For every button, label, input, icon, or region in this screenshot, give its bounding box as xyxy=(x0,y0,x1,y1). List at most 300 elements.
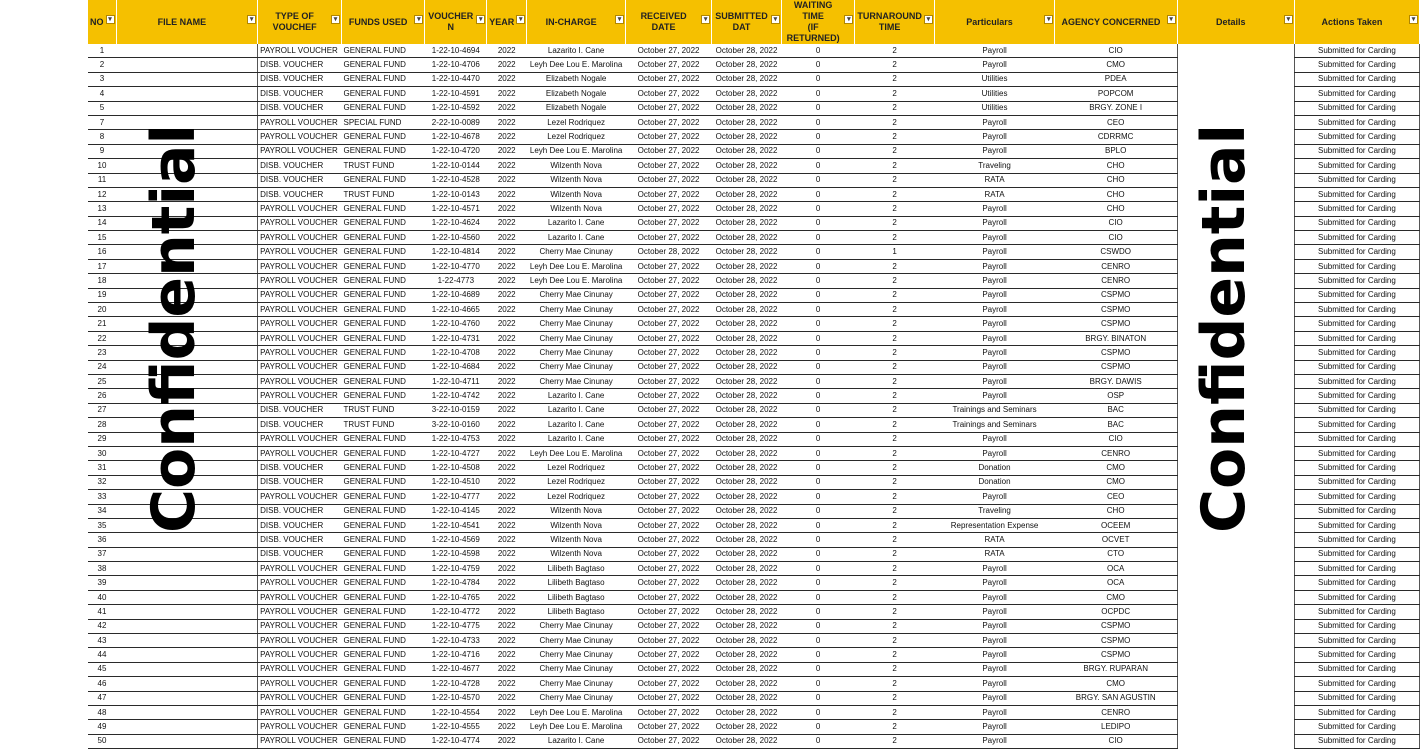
cell-year[interactable]: 2022 xyxy=(487,130,527,144)
cell-details[interactable] xyxy=(1177,87,1294,101)
cell-voucher[interactable]: 1-22-10-4592 xyxy=(425,101,487,115)
cell-year[interactable]: 2022 xyxy=(487,734,527,748)
cell-type[interactable]: PAYROLL VOUCHER xyxy=(258,274,342,288)
cell-voucher[interactable]: 1-22-10-0144 xyxy=(425,159,487,173)
cell-agency[interactable]: CMO xyxy=(1055,677,1177,691)
cell-no[interactable]: 28 xyxy=(88,418,116,432)
cell-waiting[interactable]: 0 xyxy=(781,187,854,201)
cell-no[interactable]: 48 xyxy=(88,705,116,719)
cell-no[interactable]: 47 xyxy=(88,691,116,705)
cell-turnaround[interactable]: 2 xyxy=(855,317,935,331)
cell-turnaround[interactable]: 2 xyxy=(855,72,935,86)
cell-funds[interactable]: GENERAL FUND xyxy=(341,691,424,705)
cell-file[interactable] xyxy=(116,720,258,734)
cell-turnaround[interactable]: 2 xyxy=(855,346,935,360)
cell-funds[interactable]: GENERAL FUND xyxy=(341,288,424,302)
column-header-turnaround[interactable] xyxy=(855,0,935,44)
cell-file[interactable] xyxy=(116,734,258,748)
cell-agency[interactable]: CIO xyxy=(1055,734,1177,748)
cell-incharge[interactable]: Elizabeth Nogale xyxy=(527,72,626,86)
cell-incharge[interactable]: Cherry Mae Cinunay xyxy=(527,374,626,388)
cell-type[interactable]: PAYROLL VOUCHER xyxy=(258,202,342,216)
cell-waiting[interactable]: 0 xyxy=(781,734,854,748)
cell-particulars[interactable]: Payroll xyxy=(934,648,1054,662)
cell-type[interactable]: DISB. VOUCHER xyxy=(258,518,342,532)
cell-no[interactable]: 42 xyxy=(88,619,116,633)
column-header-details[interactable] xyxy=(1177,0,1294,44)
cell-waiting[interactable]: 0 xyxy=(781,475,854,489)
cell-received[interactable]: October 27, 2022 xyxy=(626,44,712,58)
cell-no[interactable]: 43 xyxy=(88,634,116,648)
cell-submitted[interactable]: October 28, 2022 xyxy=(712,590,782,604)
cell-particulars[interactable]: Payroll xyxy=(934,360,1054,374)
cell-no[interactable]: 7 xyxy=(88,115,116,129)
cell-no[interactable]: 36 xyxy=(88,533,116,547)
cell-waiting[interactable]: 0 xyxy=(781,360,854,374)
cell-voucher[interactable]: 1-22-10-4694 xyxy=(425,44,487,58)
cell-received[interactable]: October 27, 2022 xyxy=(626,202,712,216)
cell-submitted[interactable]: October 28, 2022 xyxy=(712,288,782,302)
cell-turnaround[interactable]: 2 xyxy=(855,58,935,72)
cell-details[interactable] xyxy=(1177,590,1294,604)
cell-turnaround[interactable]: 2 xyxy=(855,504,935,518)
cell-received[interactable]: October 27, 2022 xyxy=(626,216,712,230)
cell-received[interactable]: October 27, 2022 xyxy=(626,432,712,446)
cell-particulars[interactable]: Payroll xyxy=(934,259,1054,273)
cell-year[interactable]: 2022 xyxy=(487,634,527,648)
cell-voucher[interactable]: 1-22-10-4753 xyxy=(425,432,487,446)
cell-type[interactable]: PAYROLL VOUCHER xyxy=(258,576,342,590)
cell-actions[interactable]: Submitted for Carding xyxy=(1294,576,1419,590)
cell-received[interactable]: October 27, 2022 xyxy=(626,504,712,518)
cell-turnaround[interactable]: 2 xyxy=(855,331,935,345)
cell-received[interactable]: October 27, 2022 xyxy=(626,418,712,432)
cell-details[interactable] xyxy=(1177,547,1294,561)
cell-agency[interactable]: CIO xyxy=(1055,44,1177,58)
cell-received[interactable]: October 27, 2022 xyxy=(626,490,712,504)
cell-type[interactable]: DISB. VOUCHER xyxy=(258,58,342,72)
cell-no[interactable]: 8 xyxy=(88,130,116,144)
cell-submitted[interactable]: October 28, 2022 xyxy=(712,562,782,576)
cell-funds[interactable]: GENERAL FUND xyxy=(341,44,424,58)
cell-voucher[interactable]: 1-22-10-4554 xyxy=(425,705,487,719)
cell-actions[interactable]: Submitted for Carding xyxy=(1294,677,1419,691)
cell-voucher[interactable]: 3-22-10-0159 xyxy=(425,403,487,417)
cell-submitted[interactable]: October 28, 2022 xyxy=(712,504,782,518)
cell-voucher[interactable]: 1-22-10-4678 xyxy=(425,130,487,144)
cell-particulars[interactable]: Payroll xyxy=(934,245,1054,259)
cell-particulars[interactable]: RATA xyxy=(934,533,1054,547)
cell-year[interactable]: 2022 xyxy=(487,173,527,187)
cell-agency[interactable]: CEO xyxy=(1055,490,1177,504)
cell-agency[interactable]: CEO xyxy=(1055,115,1177,129)
cell-funds[interactable]: GENERAL FUND xyxy=(341,245,424,259)
cell-turnaround[interactable]: 2 xyxy=(855,576,935,590)
cell-funds[interactable]: GENERAL FUND xyxy=(341,202,424,216)
cell-actions[interactable]: Submitted for Carding xyxy=(1294,662,1419,676)
cell-received[interactable]: October 27, 2022 xyxy=(626,288,712,302)
cell-agency[interactable]: CMO xyxy=(1055,461,1177,475)
cell-waiting[interactable]: 0 xyxy=(781,418,854,432)
cell-agency[interactable]: CENRO xyxy=(1055,259,1177,273)
cell-agency[interactable]: CHO xyxy=(1055,202,1177,216)
cell-file[interactable] xyxy=(116,648,258,662)
cell-file[interactable] xyxy=(116,662,258,676)
cell-turnaround[interactable]: 2 xyxy=(855,562,935,576)
cell-year[interactable]: 2022 xyxy=(487,605,527,619)
cell-incharge[interactable]: Leyh Dee Lou E. Marolina xyxy=(527,259,626,273)
cell-received[interactable]: October 27, 2022 xyxy=(626,662,712,676)
cell-type[interactable]: DISB. VOUCHER xyxy=(258,101,342,115)
filter-dropdown-icon[interactable]: ▾ xyxy=(247,15,256,24)
cell-submitted[interactable]: October 28, 2022 xyxy=(712,187,782,201)
cell-waiting[interactable]: 0 xyxy=(781,389,854,403)
cell-voucher[interactable]: 1-22-10-4727 xyxy=(425,446,487,460)
cell-incharge[interactable]: Cherry Mae Cinunay xyxy=(527,677,626,691)
cell-no[interactable]: 50 xyxy=(88,734,116,748)
cell-agency[interactable]: CIO xyxy=(1055,432,1177,446)
cell-agency[interactable]: CSPMO xyxy=(1055,346,1177,360)
cell-voucher[interactable]: 1-22-10-4570 xyxy=(425,691,487,705)
cell-actions[interactable]: Submitted for Carding xyxy=(1294,504,1419,518)
filter-dropdown-icon[interactable]: ▾ xyxy=(1409,15,1418,24)
cell-incharge[interactable]: Lazarito I. Cane xyxy=(527,418,626,432)
cell-incharge[interactable]: Cherry Mae Cinunay xyxy=(527,648,626,662)
cell-funds[interactable]: GENERAL FUND xyxy=(341,619,424,633)
cell-voucher[interactable]: 1-22-10-4560 xyxy=(425,231,487,245)
cell-waiting[interactable]: 0 xyxy=(781,144,854,158)
cell-turnaround[interactable]: 2 xyxy=(855,648,935,662)
cell-year[interactable]: 2022 xyxy=(487,619,527,633)
cell-submitted[interactable]: October 28, 2022 xyxy=(712,259,782,273)
cell-agency[interactable]: PDEA xyxy=(1055,72,1177,86)
cell-agency[interactable]: LEDIPO xyxy=(1055,720,1177,734)
cell-year[interactable]: 2022 xyxy=(487,87,527,101)
cell-waiting[interactable]: 0 xyxy=(781,461,854,475)
cell-funds[interactable]: GENERAL FUND xyxy=(341,87,424,101)
cell-voucher[interactable]: 1-22-10-4731 xyxy=(425,331,487,345)
cell-waiting[interactable]: 0 xyxy=(781,634,854,648)
cell-submitted[interactable]: October 28, 2022 xyxy=(712,72,782,86)
cell-funds[interactable]: GENERAL FUND xyxy=(341,360,424,374)
cell-no[interactable]: 17 xyxy=(88,259,116,273)
cell-agency[interactable]: CHO xyxy=(1055,187,1177,201)
cell-type[interactable]: PAYROLL VOUCHER xyxy=(258,331,342,345)
cell-received[interactable]: October 27, 2022 xyxy=(626,677,712,691)
cell-voucher[interactable]: 1-22-10-4684 xyxy=(425,360,487,374)
cell-waiting[interactable]: 0 xyxy=(781,677,854,691)
cell-actions[interactable]: Submitted for Carding xyxy=(1294,734,1419,748)
cell-actions[interactable]: Submitted for Carding xyxy=(1294,115,1419,129)
cell-agency[interactable]: CDRRMC xyxy=(1055,130,1177,144)
cell-turnaround[interactable]: 2 xyxy=(855,389,935,403)
cell-agency[interactable]: BRGY. BINATON xyxy=(1055,331,1177,345)
cell-incharge[interactable]: Elizabeth Nogale xyxy=(527,101,626,115)
cell-received[interactable]: October 27, 2022 xyxy=(626,259,712,273)
cell-waiting[interactable]: 0 xyxy=(781,259,854,273)
cell-type[interactable]: DISB. VOUCHER xyxy=(258,418,342,432)
cell-submitted[interactable]: October 28, 2022 xyxy=(712,274,782,288)
cell-waiting[interactable]: 0 xyxy=(781,562,854,576)
cell-agency[interactable]: POPCOM xyxy=(1055,87,1177,101)
cell-waiting[interactable]: 0 xyxy=(781,303,854,317)
cell-particulars[interactable]: Payroll xyxy=(934,389,1054,403)
cell-submitted[interactable]: October 28, 2022 xyxy=(712,216,782,230)
cell-agency[interactable]: CIO xyxy=(1055,216,1177,230)
cell-received[interactable]: October 27, 2022 xyxy=(626,101,712,115)
cell-particulars[interactable]: Traveling xyxy=(934,159,1054,173)
cell-type[interactable]: PAYROLL VOUCHER xyxy=(258,662,342,676)
cell-turnaround[interactable]: 1 xyxy=(855,245,935,259)
cell-agency[interactable]: OCA xyxy=(1055,562,1177,576)
cell-year[interactable]: 2022 xyxy=(487,58,527,72)
cell-funds[interactable]: GENERAL FUND xyxy=(341,648,424,662)
cell-submitted[interactable]: October 28, 2022 xyxy=(712,87,782,101)
cell-funds[interactable]: TRUST FUND xyxy=(341,403,424,417)
cell-actions[interactable]: Submitted for Carding xyxy=(1294,634,1419,648)
cell-no[interactable]: 27 xyxy=(88,403,116,417)
cell-year[interactable]: 2022 xyxy=(487,159,527,173)
cell-waiting[interactable]: 0 xyxy=(781,346,854,360)
cell-voucher[interactable]: 1-22-10-4470 xyxy=(425,72,487,86)
cell-funds[interactable]: GENERAL FUND xyxy=(341,259,424,273)
cell-waiting[interactable]: 0 xyxy=(781,159,854,173)
cell-voucher[interactable]: 2-22-10-0089 xyxy=(425,115,487,129)
cell-funds[interactable]: GENERAL FUND xyxy=(341,317,424,331)
cell-particulars[interactable]: Representation Expense xyxy=(934,518,1054,532)
cell-turnaround[interactable]: 2 xyxy=(855,720,935,734)
cell-submitted[interactable]: October 28, 2022 xyxy=(712,144,782,158)
cell-waiting[interactable]: 0 xyxy=(781,547,854,561)
cell-turnaround[interactable]: 2 xyxy=(855,605,935,619)
cell-waiting[interactable]: 0 xyxy=(781,216,854,230)
cell-no[interactable]: 35 xyxy=(88,518,116,532)
cell-type[interactable]: DISB. VOUCHER xyxy=(258,187,342,201)
cell-type[interactable]: PAYROLL VOUCHER xyxy=(258,288,342,302)
cell-funds[interactable]: GENERAL FUND xyxy=(341,705,424,719)
cell-incharge[interactable]: Leyh Dee Lou E. Marolina xyxy=(527,446,626,460)
cell-particulars[interactable]: Payroll xyxy=(934,705,1054,719)
cell-particulars[interactable]: Payroll xyxy=(934,130,1054,144)
cell-voucher[interactable]: 1-22-10-4528 xyxy=(425,173,487,187)
cell-submitted[interactable]: October 28, 2022 xyxy=(712,662,782,676)
cell-incharge[interactable]: Cherry Mae Cinunay xyxy=(527,331,626,345)
cell-submitted[interactable]: October 28, 2022 xyxy=(712,173,782,187)
cell-received[interactable]: October 27, 2022 xyxy=(626,389,712,403)
cell-voucher[interactable]: 1-22-10-4677 xyxy=(425,662,487,676)
cell-voucher[interactable]: 1-22-10-4591 xyxy=(425,87,487,101)
cell-particulars[interactable]: Trainings and Seminars xyxy=(934,403,1054,417)
cell-turnaround[interactable]: 2 xyxy=(855,87,935,101)
cell-year[interactable]: 2022 xyxy=(487,115,527,129)
cell-year[interactable]: 2022 xyxy=(487,576,527,590)
cell-submitted[interactable]: October 28, 2022 xyxy=(712,231,782,245)
cell-type[interactable]: PAYROLL VOUCHER xyxy=(258,346,342,360)
cell-details[interactable] xyxy=(1177,677,1294,691)
cell-voucher[interactable]: 1-22-10-4598 xyxy=(425,547,487,561)
cell-no[interactable]: 31 xyxy=(88,461,116,475)
cell-funds[interactable]: GENERAL FUND xyxy=(341,389,424,403)
cell-particulars[interactable]: Payroll xyxy=(934,144,1054,158)
cell-received[interactable]: October 27, 2022 xyxy=(626,619,712,633)
cell-incharge[interactable]: Lilibeth Bagtaso xyxy=(527,562,626,576)
cell-year[interactable]: 2022 xyxy=(487,288,527,302)
cell-voucher[interactable]: 1-22-10-4720 xyxy=(425,144,487,158)
cell-waiting[interactable]: 0 xyxy=(781,648,854,662)
cell-turnaround[interactable]: 2 xyxy=(855,490,935,504)
cell-details[interactable] xyxy=(1177,734,1294,748)
cell-received[interactable]: October 28, 2022 xyxy=(626,245,712,259)
cell-year[interactable]: 2022 xyxy=(487,374,527,388)
cell-incharge[interactable]: Lazarito I. Cane xyxy=(527,44,626,58)
cell-voucher[interactable]: 1-22-10-4510 xyxy=(425,475,487,489)
cell-incharge[interactable]: Lazarito I. Cane xyxy=(527,216,626,230)
cell-submitted[interactable]: October 28, 2022 xyxy=(712,619,782,633)
cell-actions[interactable]: Submitted for Carding xyxy=(1294,720,1419,734)
cell-received[interactable]: October 27, 2022 xyxy=(626,144,712,158)
cell-received[interactable]: October 27, 2022 xyxy=(626,231,712,245)
cell-actions[interactable]: Submitted for Carding xyxy=(1294,159,1419,173)
cell-particulars[interactable]: Utilities xyxy=(934,87,1054,101)
cell-incharge[interactable]: Leyh Dee Lou E. Marolina xyxy=(527,58,626,72)
cell-no[interactable]: 2 xyxy=(88,58,116,72)
cell-submitted[interactable]: October 28, 2022 xyxy=(712,331,782,345)
cell-received[interactable]: October 27, 2022 xyxy=(626,590,712,604)
filter-dropdown-icon[interactable]: ▾ xyxy=(924,15,933,24)
cell-year[interactable]: 2022 xyxy=(487,446,527,460)
cell-year[interactable]: 2022 xyxy=(487,331,527,345)
cell-received[interactable]: October 27, 2022 xyxy=(626,87,712,101)
cell-details[interactable] xyxy=(1177,533,1294,547)
column-header-file[interactable] xyxy=(116,0,258,44)
column-header-submitted[interactable] xyxy=(712,0,782,44)
cell-file[interactable] xyxy=(116,705,258,719)
cell-funds[interactable]: GENERAL FUND xyxy=(341,518,424,532)
cell-type[interactable]: DISB. VOUCHER xyxy=(258,547,342,561)
cell-details[interactable] xyxy=(1177,562,1294,576)
cell-particulars[interactable]: Payroll xyxy=(934,115,1054,129)
cell-incharge[interactable]: Leyh Dee Lou E. Marolina xyxy=(527,720,626,734)
filter-dropdown-icon[interactable]: ▾ xyxy=(106,15,115,24)
cell-turnaround[interactable]: 2 xyxy=(855,231,935,245)
column-header-incharge[interactable] xyxy=(527,0,626,44)
cell-voucher[interactable]: 1-22-10-4716 xyxy=(425,648,487,662)
cell-turnaround[interactable]: 2 xyxy=(855,518,935,532)
cell-submitted[interactable]: October 28, 2022 xyxy=(712,389,782,403)
cell-funds[interactable]: GENERAL FUND xyxy=(341,231,424,245)
cell-year[interactable]: 2022 xyxy=(487,403,527,417)
cell-no[interactable]: 41 xyxy=(88,605,116,619)
cell-details[interactable] xyxy=(1177,648,1294,662)
cell-received[interactable]: October 27, 2022 xyxy=(626,303,712,317)
cell-particulars[interactable]: Payroll xyxy=(934,677,1054,691)
cell-submitted[interactable]: October 28, 2022 xyxy=(712,677,782,691)
cell-funds[interactable]: GENERAL FUND xyxy=(341,144,424,158)
cell-voucher[interactable]: 1-22-10-4777 xyxy=(425,490,487,504)
cell-turnaround[interactable]: 2 xyxy=(855,144,935,158)
cell-incharge[interactable]: Lezel Rodriquez xyxy=(527,490,626,504)
cell-type[interactable]: PAYROLL VOUCHER xyxy=(258,605,342,619)
cell-submitted[interactable]: October 28, 2022 xyxy=(712,461,782,475)
cell-incharge[interactable]: Cherry Mae Cinunay xyxy=(527,662,626,676)
cell-year[interactable]: 2022 xyxy=(487,72,527,86)
cell-year[interactable]: 2022 xyxy=(487,475,527,489)
cell-year[interactable]: 2022 xyxy=(487,590,527,604)
cell-particulars[interactable]: Payroll xyxy=(934,303,1054,317)
cell-actions[interactable]: Submitted for Carding xyxy=(1294,130,1419,144)
cell-turnaround[interactable]: 2 xyxy=(855,360,935,374)
cell-year[interactable]: 2022 xyxy=(487,346,527,360)
cell-actions[interactable]: Submitted for Carding xyxy=(1294,562,1419,576)
cell-no[interactable]: 33 xyxy=(88,490,116,504)
cell-agency[interactable]: CMO xyxy=(1055,58,1177,72)
cell-agency[interactable]: CSPMO xyxy=(1055,288,1177,302)
cell-waiting[interactable]: 0 xyxy=(781,504,854,518)
cell-type[interactable]: PAYROLL VOUCHER xyxy=(258,374,342,388)
cell-no[interactable]: 14 xyxy=(88,216,116,230)
cell-submitted[interactable]: October 28, 2022 xyxy=(712,403,782,417)
cell-incharge[interactable]: Elizabeth Nogale xyxy=(527,87,626,101)
cell-actions[interactable]: Submitted for Carding xyxy=(1294,303,1419,317)
cell-year[interactable]: 2022 xyxy=(487,144,527,158)
cell-type[interactable]: PAYROLL VOUCHER xyxy=(258,677,342,691)
cell-actions[interactable]: Submitted for Carding xyxy=(1294,231,1419,245)
cell-no[interactable]: 45 xyxy=(88,662,116,676)
cell-agency[interactable]: OCPDC xyxy=(1055,605,1177,619)
cell-type[interactable]: PAYROLL VOUCHER xyxy=(258,115,342,129)
cell-received[interactable]: October 27, 2022 xyxy=(626,331,712,345)
cell-voucher[interactable]: 3-22-10-0160 xyxy=(425,418,487,432)
cell-incharge[interactable]: Leyh Dee Lou E. Marolina xyxy=(527,274,626,288)
cell-actions[interactable]: Submitted for Carding xyxy=(1294,259,1419,273)
cell-agency[interactable]: OCVET xyxy=(1055,533,1177,547)
cell-actions[interactable]: Submitted for Carding xyxy=(1294,547,1419,561)
cell-type[interactable]: PAYROLL VOUCHER xyxy=(258,648,342,662)
cell-waiting[interactable]: 0 xyxy=(781,58,854,72)
cell-no[interactable]: 1 xyxy=(88,44,116,58)
cell-type[interactable]: PAYROLL VOUCHER xyxy=(258,245,342,259)
cell-submitted[interactable]: October 28, 2022 xyxy=(712,58,782,72)
cell-received[interactable]: October 27, 2022 xyxy=(626,475,712,489)
cell-funds[interactable]: TRUST FUND xyxy=(341,418,424,432)
cell-agency[interactable]: CTO xyxy=(1055,547,1177,561)
column-header-waiting[interactable] xyxy=(781,0,854,44)
cell-waiting[interactable]: 0 xyxy=(781,173,854,187)
cell-particulars[interactable]: Payroll xyxy=(934,231,1054,245)
cell-file[interactable] xyxy=(116,677,258,691)
cell-incharge[interactable]: Cherry Mae Cinunay xyxy=(527,634,626,648)
cell-type[interactable]: PAYROLL VOUCHER xyxy=(258,259,342,273)
cell-year[interactable]: 2022 xyxy=(487,360,527,374)
cell-incharge[interactable]: Wilzenth Nova xyxy=(527,202,626,216)
cell-type[interactable]: PAYROLL VOUCHER xyxy=(258,231,342,245)
cell-year[interactable]: 2022 xyxy=(487,705,527,719)
cell-incharge[interactable]: Lilibeth Bagtaso xyxy=(527,590,626,604)
cell-voucher[interactable]: 1-22-10-4711 xyxy=(425,374,487,388)
cell-received[interactable]: October 27, 2022 xyxy=(626,360,712,374)
cell-particulars[interactable]: Payroll xyxy=(934,374,1054,388)
cell-submitted[interactable]: October 28, 2022 xyxy=(712,547,782,561)
cell-incharge[interactable]: Cherry Mae Cinunay xyxy=(527,245,626,259)
cell-year[interactable]: 2022 xyxy=(487,101,527,115)
cell-funds[interactable]: TRUST FUND xyxy=(341,187,424,201)
cell-waiting[interactable]: 0 xyxy=(781,331,854,345)
cell-received[interactable]: October 27, 2022 xyxy=(626,605,712,619)
cell-agency[interactable]: CENRO xyxy=(1055,446,1177,460)
cell-actions[interactable]: Submitted for Carding xyxy=(1294,432,1419,446)
cell-no[interactable]: 21 xyxy=(88,317,116,331)
cell-file[interactable] xyxy=(116,87,258,101)
